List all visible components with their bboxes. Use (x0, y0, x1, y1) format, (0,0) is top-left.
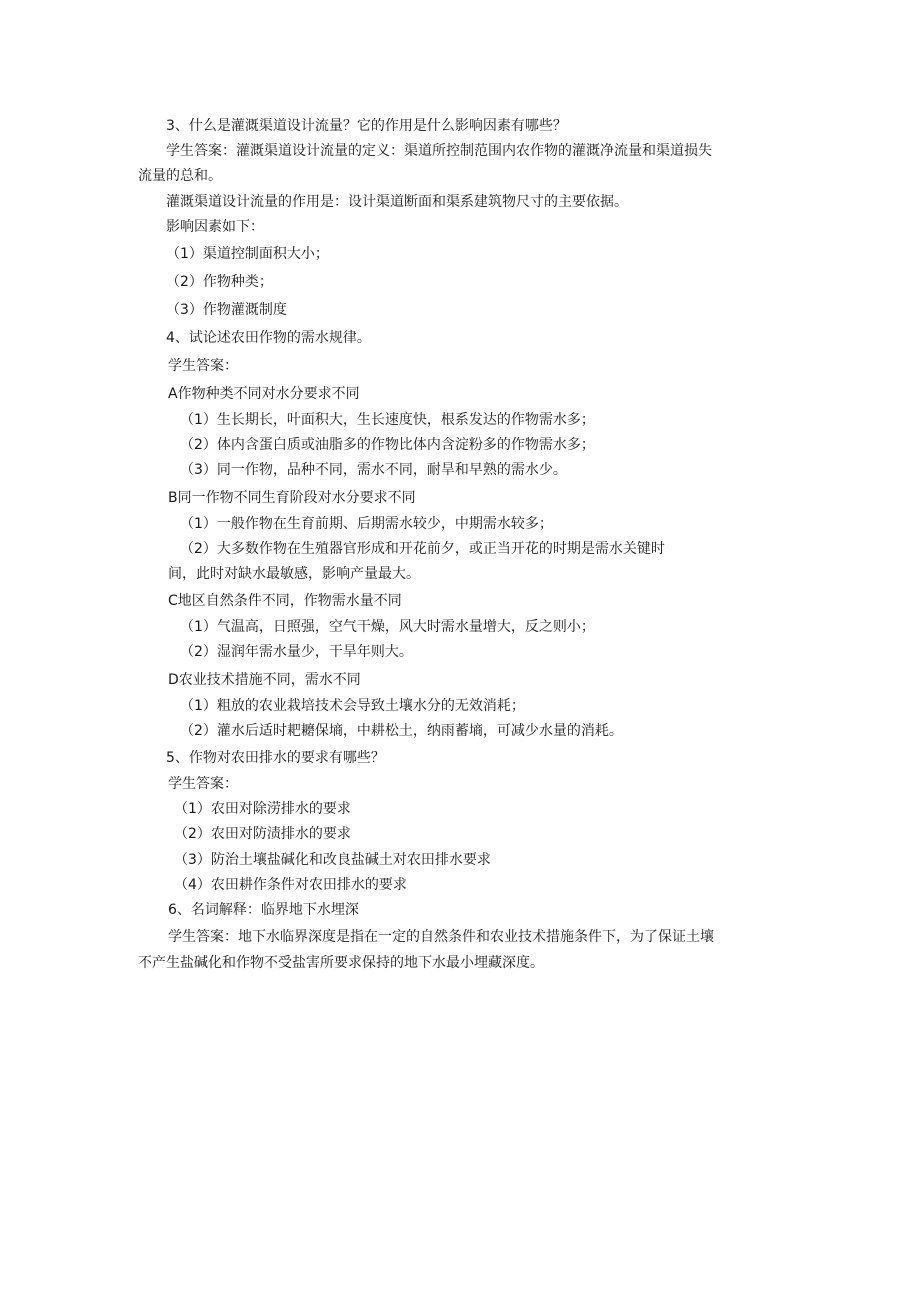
question-4-section-heading: C地区自然条件不同，作物需水量不同 (168, 593, 402, 610)
document-body (138, 114, 788, 976)
question-3-factor-item: （1）渠道控制面积大小； (166, 246, 329, 263)
question-5-item: （2）农田对防渍排水的要求 (174, 826, 351, 843)
question-4-title: 4、试论述农田作物的需水规律。 (166, 330, 371, 347)
question-5-item: （3）防治土壤盐碱化和改良盐碱土对农田排水要求 (174, 851, 491, 868)
question-4-section-heading: A作物种类不同对水分要求不同 (168, 386, 360, 403)
question-3-factors-heading: 影响因素如下： (166, 218, 264, 235)
question-4-section-heading: D农业技术措施不同，需水不同 (168, 671, 361, 688)
question-4-section-item: 间，此时对缺水最敏感，影响产量最大。 (168, 566, 420, 583)
question-6-title: 6、名词解释：临界地下水埋深 (168, 902, 359, 919)
question-3-answer-line-2: 流量的总和。 (138, 168, 222, 185)
question-5-item: （4）农田耕作条件对农田排水的要求 (174, 876, 407, 893)
question-5-item: （1）农田对除涝排水的要求 (174, 801, 351, 818)
question-4-section-heading: B同一作物不同生育阶段对水分要求不同 (168, 489, 416, 506)
question-6-answer-line-2: 不产生盐碱化和作物不受盐害所要求保持的地下水最小埋藏深度。 (138, 955, 544, 972)
question-5-answer-label: 学生答案： (168, 776, 238, 793)
question-4-answer-label: 学生答案： (168, 358, 238, 375)
question-5-title: 5、作物对农田排水的要求有哪些？ (166, 750, 385, 767)
question-6-answer-line-1: 学生答案：地下水临界深度是指在一定的自然条件和农业技术措施条件下，为了保证土壤 (168, 929, 714, 946)
question-4-section-item: （2）湿润年需水量少，干旱年则大。 (180, 644, 413, 661)
question-3-factor-item: （3）作物灌溉制度 (166, 302, 287, 319)
question-3-answer-line-1: 学生答案：灌溉渠道设计流量的定义：渠道所控制范围内农作物的灌溉净流量和渠道损失 (166, 143, 712, 160)
question-4-section-item: （1）粗放的农业栽培技术会导致土壤水分的无效消耗； (180, 697, 525, 714)
question-4-section-item: （2）大多数作物在生殖器官形成和开花前夕，或正当开花的时期是需水关键时 (180, 540, 665, 557)
question-4-section-item: （1）生长期长，叶面积大，生长速度快，根系发达的作物需水多； (180, 412, 595, 429)
question-4-section-item: （1）一般作物在生育前期、后期需水较少，中期需水较多； (180, 515, 553, 532)
question-4-section-item: （3）同一作物，品种不同，需水不同，耐旱和早熟的需水少。 (180, 462, 567, 479)
question-3-factor-item: （2）作物种类； (166, 274, 273, 291)
question-3-title: 3、什么是灌溉渠道设计流量？它的作用是什么影响因素有哪些？ (166, 118, 567, 134)
question-4-section-item: （2）体内含蛋白质或油脂多的作物比体内含淀粉多的作物需水多； (180, 437, 595, 454)
question-4-section-item: （2）灌水后适时耙耱保墒，中耕松土，纳雨蓄墒，可减少水量的消耗。 (180, 722, 623, 739)
question-3-role: 灌溉渠道设计流量的作用是：设计渠道断面和渠系建筑物尺寸的主要依据。 (166, 193, 628, 210)
question-4-section-item: （1）气温高，日照强，空气干燥，风大时需水量增大，反之则小； (180, 619, 595, 636)
